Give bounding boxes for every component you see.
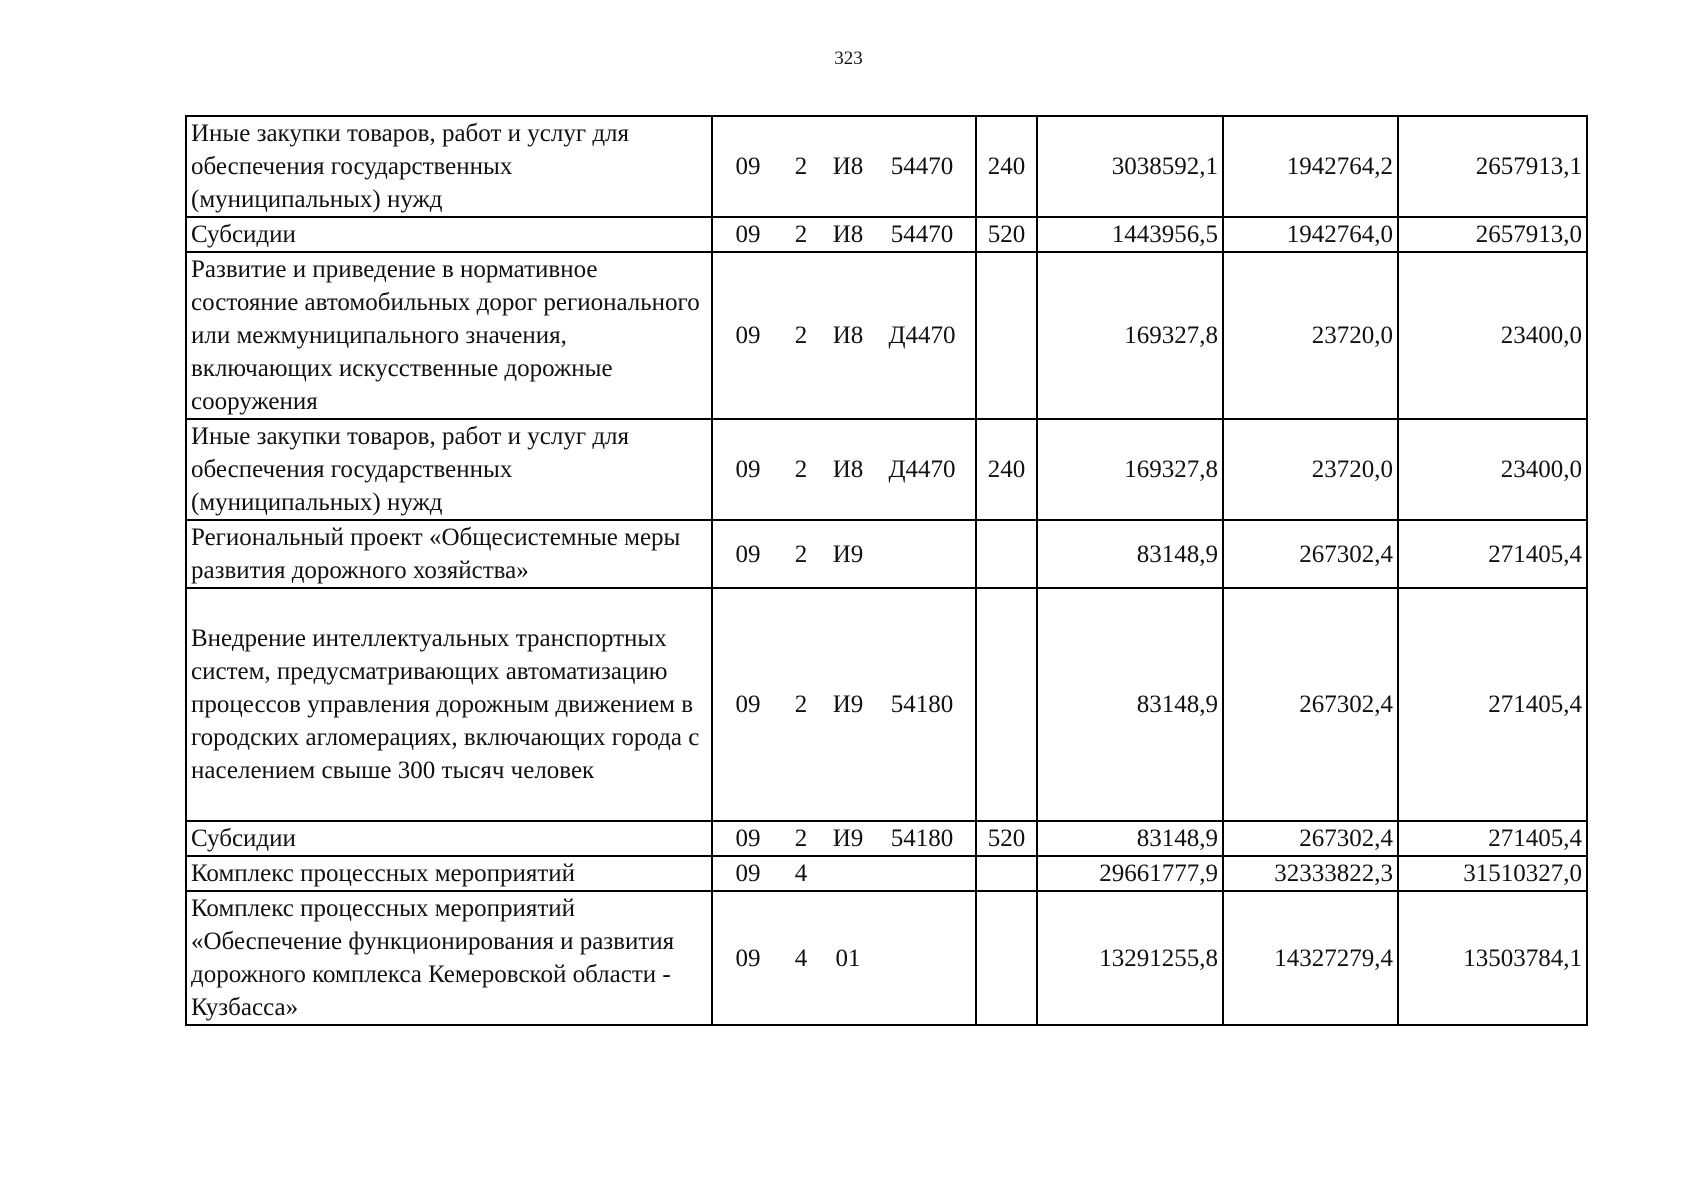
value-year-1: 83148,9 (1037, 588, 1223, 821)
expense-type (976, 856, 1037, 891)
value-year-1: 169327,8 (1037, 419, 1223, 520)
value-year-1: 13291255,8 (1037, 891, 1223, 1025)
value-year-3: 271405,4 (1398, 821, 1587, 856)
row-name: Субсидии (186, 821, 712, 856)
code-project: И8 (832, 456, 864, 483)
code-subprogram: 2 (794, 540, 808, 568)
code-subprogram: 2 (794, 691, 808, 718)
code-cell (712, 217, 976, 252)
code-subprogram: 2 (794, 456, 808, 483)
code-direction: 54180 (890, 691, 954, 718)
code-project: И9 (832, 691, 864, 718)
table-row (186, 588, 1587, 821)
table-row (186, 891, 1587, 1025)
code-project: И8 (832, 153, 864, 180)
table-row (186, 217, 1587, 252)
code-subprogram: 2 (794, 825, 808, 852)
expense-type: 240 (976, 419, 1037, 520)
value-year-3: 23400,0 (1398, 252, 1587, 419)
code-program: 09 (735, 153, 761, 180)
value-year-1: 3038592,1 (1037, 116, 1223, 217)
page-number: 323 (834, 48, 863, 69)
code-direction: 54470 (890, 221, 954, 248)
code-direction: Д4470 (888, 322, 956, 349)
code-program: 09 (735, 944, 761, 972)
expense-type (976, 252, 1037, 419)
value-year-2: 23720,0 (1223, 252, 1398, 419)
value-year-3: 2657913,0 (1398, 217, 1587, 252)
code-direction: 54470 (890, 153, 954, 180)
code-program: 09 (735, 691, 761, 718)
value-year-1: 1443956,5 (1037, 217, 1223, 252)
value-year-2: 32333822,3 (1223, 856, 1398, 891)
code-cell (712, 588, 976, 821)
code-subprogram: 4 (794, 860, 808, 887)
value-year-1: 169327,8 (1037, 252, 1223, 419)
value-year-2: 267302,4 (1223, 588, 1398, 821)
code-project: И9 (832, 540, 864, 568)
value-year-3: 2657913,1 (1398, 116, 1587, 217)
code-project: 01 (835, 944, 861, 972)
value-year-2: 1942764,0 (1223, 217, 1398, 252)
code-direction: Д4470 (888, 456, 956, 483)
code-subprogram: 2 (794, 221, 808, 248)
row-name: Иные закупки товаров, работ и услуг для обеспечения государственных (муниципальных) нужд (186, 419, 712, 520)
expense-type: 520 (976, 821, 1037, 856)
code-program: 09 (735, 540, 761, 568)
value-year-1: 29661777,9 (1037, 856, 1223, 891)
code-project: И9 (832, 825, 864, 852)
expense-type: 520 (976, 217, 1037, 252)
expense-type (976, 588, 1037, 821)
code-cell (712, 821, 976, 856)
value-year-3: 31510327,0 (1398, 856, 1587, 891)
table-row (186, 856, 1587, 891)
table-row (186, 419, 1587, 520)
value-year-2: 267302,4 (1223, 821, 1398, 856)
code-program: 09 (735, 860, 761, 887)
code-program: 09 (735, 825, 761, 852)
code-cell (712, 252, 976, 419)
table-row (186, 252, 1587, 419)
row-name: Субсидии (186, 217, 712, 252)
code-cell (712, 520, 976, 588)
code-program: 09 (735, 456, 761, 483)
value-year-1: 83148,9 (1037, 520, 1223, 588)
code-program: 09 (735, 221, 761, 248)
value-year-2: 267302,4 (1223, 520, 1398, 588)
value-year-3: 23400,0 (1398, 419, 1587, 520)
row-name: Региональный проект «Общесистемные меры развития дорожного хозяйства» (186, 520, 712, 588)
value-year-2: 14327279,4 (1223, 891, 1398, 1025)
table-row (186, 821, 1587, 856)
row-name: Внедрение интеллектуальных транспортных систем, предусматривающих автоматизацию процессов управления дорожным движением в городских агломерациях, включающих города с населением свыше 300 тысяч человек (186, 588, 712, 821)
row-name: Комплекс процессных мероприятий «Обеспечение функционирования и развития дорожного комплекса Кемеровской области - Кузбасса» (186, 891, 712, 1025)
code-subprogram: 2 (794, 322, 808, 349)
code-project: И8 (832, 221, 864, 248)
expense-type (976, 891, 1037, 1025)
value-year-2: 1942764,2 (1223, 116, 1398, 217)
row-name: Развитие и приведение в нормативное состояние автомобильных дорог регионального или межмуниципального значения, включающих искусственные дорожные сооружения (186, 252, 712, 419)
row-name: Комплекс процессных мероприятий (186, 856, 712, 891)
code-cell (712, 891, 976, 1025)
code-project: И8 (832, 322, 864, 349)
code-program: 09 (735, 322, 761, 349)
value-year-3: 13503784,1 (1398, 891, 1587, 1025)
row-name: Иные закупки товаров, работ и услуг для обеспечения государственных (муниципальных) нужд (186, 116, 712, 217)
budget-table (185, 115, 1588, 1026)
code-subprogram: 2 (794, 153, 808, 180)
table-row (186, 520, 1587, 588)
value-year-1: 83148,9 (1037, 821, 1223, 856)
value-year-3: 271405,4 (1398, 588, 1587, 821)
code-direction: 54180 (890, 825, 954, 852)
value-year-3: 271405,4 (1398, 520, 1587, 588)
code-cell (712, 856, 976, 891)
table-row (186, 116, 1587, 217)
code-cell (712, 419, 976, 520)
code-cell (712, 116, 976, 217)
value-year-2: 23720,0 (1223, 419, 1398, 520)
expense-type: 240 (976, 116, 1037, 217)
expense-type (976, 520, 1037, 588)
code-subprogram: 4 (794, 944, 808, 972)
